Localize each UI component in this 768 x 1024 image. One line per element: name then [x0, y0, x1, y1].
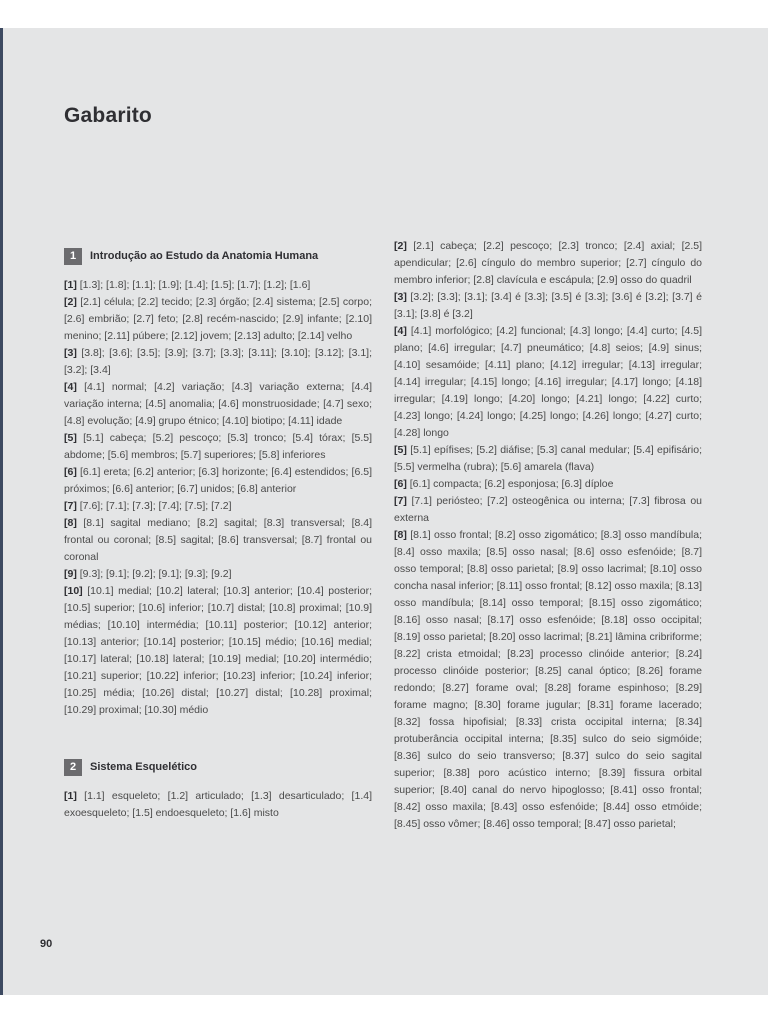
answer-entry-text: [1.3]; [1.8]; [1.1]; [1.9]; [1.4]; [1.5]; [1.7]; [1.2]; [1.6]: [79, 279, 311, 291]
answer-entry-number: [5]: [64, 432, 77, 444]
answer-entry-number: [4]: [64, 381, 77, 393]
answer-list: [394, 238, 702, 833]
answer-entry-number: [2]: [394, 240, 407, 252]
answer-list: [64, 277, 372, 719]
answer-entry-number: [8]: [394, 529, 407, 541]
right-column: [394, 238, 702, 833]
answer-entry-text: [2.1] cabeça; [2.2] pescoço; [2.3] tronco; [2.4] axial; [2.5] apendicular; [2.6] cíngulo do membro superior; [2.7] cíngulo do membro inferior; [2.8] clavícula e escápula; [2.9] osso do quadril: [394, 240, 703, 286]
answer-entry-text: [2.1] célula; [2.2] tecido; [2.3] órgão; [2.4] sistema; [2.5] corpo; [2.6] embrião; [2.7] feto; [2.8] recém-nascido; [2.9] infante; [2.10] menino; [2.11] púbere; [2.12] jovem; [2.13] adulto; [2.14] velho: [64, 296, 372, 342]
answer-entry-text: [9.3]; [9.1]; [9.2]; [9.1]; [9.3]; [9.2]: [79, 568, 232, 580]
section-heading: [64, 759, 372, 776]
answer-entry: [64, 566, 372, 583]
section-title: Introdução ao Estudo da Anatomia Humana: [90, 250, 319, 262]
answer-entry: [394, 323, 702, 442]
answer-entry-text: [8.1] sagital mediano; [8.2] sagital; [8.3] transversal; [8.4] frontal ou coronal; [8.5] sagital; [8.6] transversal; [8.7] frontal ou coronal: [64, 517, 372, 563]
answer-entry-text: [7.6]; [7.1]; [7.3]; [7.4]; [7.5]; [7.2]: [79, 500, 232, 512]
answer-entry-number: [3]: [64, 347, 77, 359]
answer-entry: [394, 493, 702, 527]
answer-entry-number: [10]: [64, 585, 83, 597]
page-title: Gabarito: [64, 104, 152, 127]
answer-entry-number: [7]: [64, 500, 77, 512]
answer-entry-number: [9]: [64, 568, 77, 580]
answer-entry-number: [2]: [64, 296, 77, 308]
answer-entry-text: [10.1] medial; [10.2] lateral; [10.3] anterior; [10.4] posterior; [10.5] superior; [10.6] inferior; [10.7] distal; [10.8] proximal; [10.9] médias; [10.10] intermédia; [10.11] posterior; [10.12] anterior; [10.13] anterior; [10.14] posterior; [10.15] médio; [10.16] medial; [10.17] lateral; [10.18] lateral; [10.19] medial; [10.20] intermédio; [10.21] superior; [10.22] inferior; [10.23] inferior; [10.24] inferior; [10.25] média; [10.26] distal; [10.27] distal; [10.28] proximal; [10.29] proximal; [10.30] médio: [64, 585, 372, 716]
answer-entry-number: [3]: [394, 291, 407, 303]
answer-entry: [64, 345, 372, 379]
answer-entry-number: [1]: [64, 279, 77, 291]
answer-entry: [64, 379, 372, 430]
answer-entry: [64, 294, 372, 345]
answer-entry: [394, 442, 702, 476]
answer-entry: [64, 464, 372, 498]
answer-entry-text: [1.1] esqueleto; [1.2] articulado; [1.3] desarticulado; [1.4] exoesqueleto; [1.5] endoesqueleto; [1.6] misto: [64, 790, 372, 819]
answer-entry-text: [5.1] epífises; [5.2] diáfise; [5.3] canal medular; [5.4] epifisário; [5.5] vermelha (rubra); [5.6] amarela (flava): [394, 444, 702, 473]
answer-entry: [64, 498, 372, 515]
section-number-badge: 1: [64, 248, 82, 265]
answer-entry-text: [4.1] morfológico; [4.2] funcional; [4.3] longo; [4.4] curto; [4.5] plano; [4.6] irregular; [4.7] pneumático; [4.8] seios; [4.9] sinus; [4.10] sesamóide; [4.11] plano; [4.12] irregular; [4.13] irregular; [4.14] irregular; [4.15] longo; [4.16] irregular; [4.17] longo; [4.18] irregular; [4.19] longo; [4.20] longo; [4.21] longo; [4.22] curto; [4.23] longo; [4.24] longo; [4.25] longo; [4.26] longo; [4.27] curto; [4.28] longo: [394, 325, 702, 439]
answer-entry-number: [4]: [394, 325, 407, 337]
page-number: 90: [40, 938, 53, 950]
answer-entry-text: [8.1] osso frontal; [8.2] osso zigomático; [8.3] osso mandíbula; [8.4] osso maxila; [8.5] osso nasal; [8.6] osso esfenóide; [8.7] osso temporal; [8.8] osso parietal; [8.9] osso lacrimal; [8.10] osso concha nasal inferior; [8.11] osso frontal; [8.12] osso maxila; [8.13] osso mandíbula; [8.14] osso temporal; [8.15] osso zigomático; [8.16] osso nasal; [8.17] osso esfenóide; [8.18] osso occipital; [8.19] osso parietal; [8.20] osso lacrimal; [8.21] lâmina cribriforme; [8.22] crista etmoidal; [8.23] processo clinóide anterior; [8.24] processo clinóide posterior; [8.25] canal óptico; [8.26] forame redondo; [8.27] forame oval; [8.28] forame espinhoso; [8.29] forame magno; [8.30] forame jugular; [8.31] forame lacerado; [8.32] fossa hipofisial; [8.33] crista occipital interna; [8.34] protuberância occipital interna; [8.35] sulco do seio sigmóide; [8.36] sulco do seio transverso; [8.37] sulco do seio sagital superior; [8.38] poro acústico interno; [8.39] fissura orbital superior; [8.40] canal do nervo hipoglosso; [8.41] osso frontal; [8.42] osso maxila; [8.43] osso esfenóide; [8.44] osso etmóide; [8.45] osso vômer; [8.46] osso temporal; [8.47] osso parietal;: [394, 529, 702, 830]
section-heading: [64, 248, 372, 265]
answer-entry-number: [6]: [64, 466, 77, 478]
answer-entry: [64, 515, 372, 566]
answer-entry-text: [7.1] periósteo; [7.2] osteogênica ou interna; [7.3] fibrosa ou externa: [394, 495, 703, 524]
answer-entry-text: [5.1] cabeça; [5.2] pescoço; [5.3] tronco; [5.4] tórax; [5.5] abdome; [5.6] membros; [5.7] superiores; [5.8] inferiores: [64, 432, 373, 461]
answer-list: [64, 788, 372, 822]
answer-entry-number: [5]: [394, 444, 407, 456]
answer-entry: [394, 527, 702, 833]
answer-entry: [64, 430, 372, 464]
answer-entry: [64, 277, 372, 294]
section-title: Sistema Esquelético: [90, 761, 197, 773]
answer-entry-number: [8]: [64, 517, 77, 529]
answer-entry-text: [6.1] compacta; [6.2] esponjosa; [6.3] díploe: [409, 478, 614, 490]
answer-entry-text: [6.1] ereta; [6.2] anterior; [6.3] horizonte; [6.4] estendidos; [6.5] próximos; [6.6] anterior; [6.7] unidos; [6.8] anterior: [64, 466, 372, 495]
answer-entry-number: [7]: [394, 495, 407, 507]
answer-entry: [394, 476, 702, 493]
answer-entry-text: [3.8]; [3.6]; [3.5]; [3.9]; [3.7]; [3.3]; [3.11]; [3.10]; [3.12]; [3.1]; [3.2]; [3.4]: [64, 347, 372, 376]
answer-entry: [394, 289, 702, 323]
answer-entry: [64, 788, 372, 822]
section-number-badge: 2: [64, 759, 82, 776]
answer-entry: [394, 238, 702, 289]
left-column: [64, 238, 372, 822]
answer-entry-number: [1]: [64, 790, 77, 802]
answer-entry-number: [6]: [394, 478, 407, 490]
answer-entry: [64, 583, 372, 719]
answer-entry-text: [4.1] normal; [4.2] variação; [4.3] variação externa; [4.4] variação interna; [4.5] anomalia; [4.6] monstruosidade; [4.7] sexo; [4.8] evolução; [4.9] grupo étnico; [4.10] biotipo; [4.11] idade: [64, 381, 373, 427]
answer-entry-text: [3.2]; [3.3]; [3.1]; [3.4] é [3.3]; [3.5] é [3.3]; [3.6] é [3.2]; [3.7] é [3.1]; [3.8] é [3.2]: [394, 291, 702, 320]
